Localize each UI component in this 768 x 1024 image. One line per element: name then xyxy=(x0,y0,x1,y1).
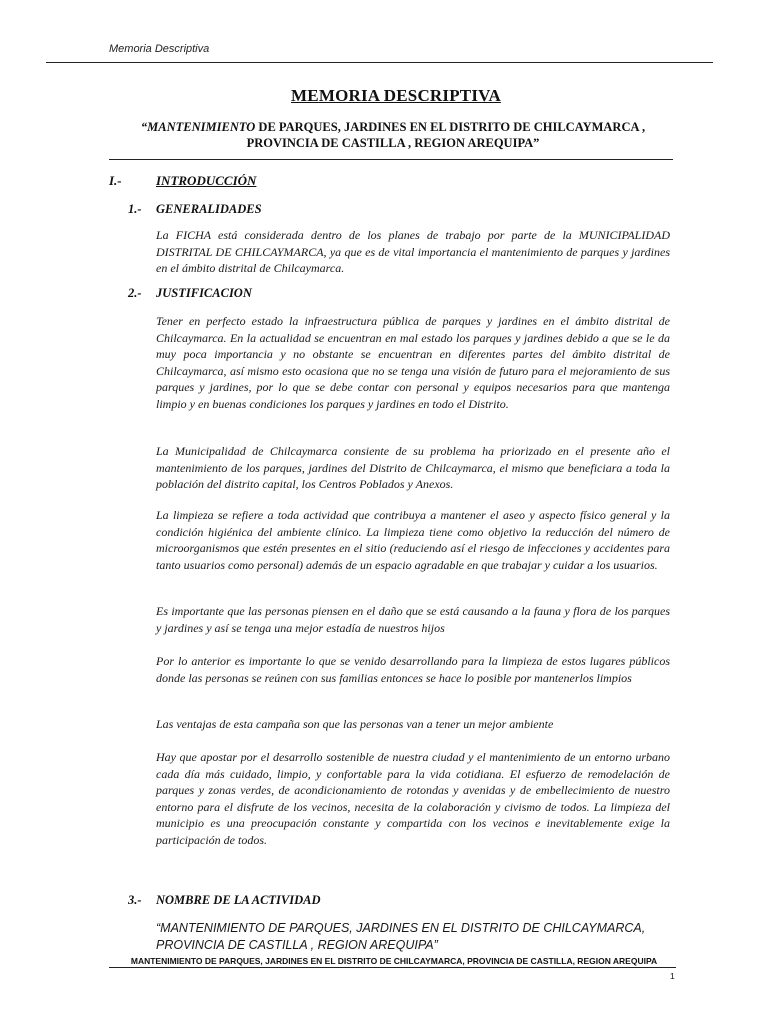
document-title: MEMORIA DESCRIPTIVA xyxy=(291,86,501,105)
activity-name-quote: “MANTENIMIENTO DE PARQUES, JARDINES EN EL DISTRITO DE CHILCAYMARCA, PROVINCIA DE CASTILLA , REGION AREQUIPA” xyxy=(156,921,646,952)
subsection-number: 2.- xyxy=(128,286,142,300)
subsection-number: 3.- xyxy=(128,893,142,907)
subsection-heading-actividad: NOMBRE DE LA ACTIVIDAD xyxy=(156,893,321,907)
subsection-heading-generalidades: GENERALIDADES xyxy=(156,202,262,216)
paragraph: Tener en perfecto estado la infraestructura pública de parques y jardines en el ámbito distrital de Chilcaymarca. En la actualidad se encuentran en mal estado los parques y jardines debido a que se le da muy poca importancia y no obstante se encuentran en diferentes partes del ámbito distrital de Chilcaymarca, así mismo esto ocasiona que no se tenga una visión de futuro para el mejoramiento de sus parques y jardines, por lo que se debe contar con personal y equipos necesarios para que mantenga limpio y en buenas condiciones los parques y jardines en todo el Distrito. xyxy=(156,314,670,411)
paragraph: Es importante que las personas piensen en el daño que se está causando a la fauna y flora de los parques y jardines y así se tenga una mejor estadía de nuestros hijos xyxy=(156,604,670,635)
page-number: 1 xyxy=(670,971,675,981)
section-number: I.- xyxy=(109,173,122,188)
header-divider xyxy=(46,62,713,63)
section-heading: INTRODUCCIÓN xyxy=(156,173,257,188)
title-divider xyxy=(109,159,673,160)
header-label: Memoria Descriptiva xyxy=(109,43,210,55)
subtitle-italic: “MANTENIMIENTO xyxy=(140,120,256,134)
subtitle-rest: DE PARQUES, JARDINES EN EL DISTRITO DE CHILCAYMARCA , PROVINCIA DE CASTILLA , REGION AREQUIPA” xyxy=(246,120,646,150)
paragraph: La Municipalidad de Chilcaymarca consiente de su problema ha priorizado en el presente año el mantenimiento de los parques, jardines del Distrito de Chilcaymarca, el mismo que beneficiara a toda la población del distrito capital, los Centros Poblados y Anexos. xyxy=(156,444,670,491)
footer-divider xyxy=(109,967,676,968)
paragraph: Las ventajas de esta campaña son que las personas van a tener un mejor ambiente xyxy=(156,717,554,731)
paragraph: Hay que apostar por el desarrollo sostenible de nuestra ciudad y el mantenimiento de un entorno urbano cada día más cuidado, limpio, y confortable para la vida cotidiana. El esfuerzo de remodelación de parques y zonas verdes, de acondicionamiento de rotondas y avenidas y de embellecimiento de nuestro entorno para el disfrute de los vecinos, necesita de la colaboración y civismo de todos. La limpieza del municipio es una preocupación constante y compartida con los vecinos e inevitablemente exige la participación de todos. xyxy=(156,750,670,847)
paragraph: Por lo anterior es importante lo que se venido desarrollando para la limpieza de estos lugares públicos donde las personas se reúnen con sus familias entonces se hace lo posible por mantenerlos limpios xyxy=(156,654,670,685)
footer-text: MANTENIMIENTO DE PARQUES, JARDINES EN EL DISTRITO DE CHILCAYMARCA, PROVINCIA DE CASTILLA, REGION AREQUIPA xyxy=(130,956,658,966)
document-subtitle xyxy=(112,119,674,151)
subsection-number: 1.- xyxy=(128,202,142,216)
paragraph: La FICHA está considerada dentro de los planes de trabajo por parte de la MUNICIPALIDAD DISTRITAL DE CHILCAYMARCA, ya que es de vital importancia el mantenimiento de parques y jardines en el ámbito distrital de Chilcaymarca. xyxy=(156,228,670,275)
paragraph: La limpieza se refiere a toda actividad que contribuya a mantener el aseo y aspecto físico general y la condición higiénica del ambiente clínico. La limpieza tiene como objetivo la reducción del número de microorganismos que estén presentes en el sitio (reduciendo así el riesgo de infecciones y accidentes para tanto usuarios como personal) además de un espacio agradable en que trabajar y cuidar a los usuarios. xyxy=(156,508,670,572)
subsection-heading-justificacion: JUSTIFICACION xyxy=(156,286,252,300)
